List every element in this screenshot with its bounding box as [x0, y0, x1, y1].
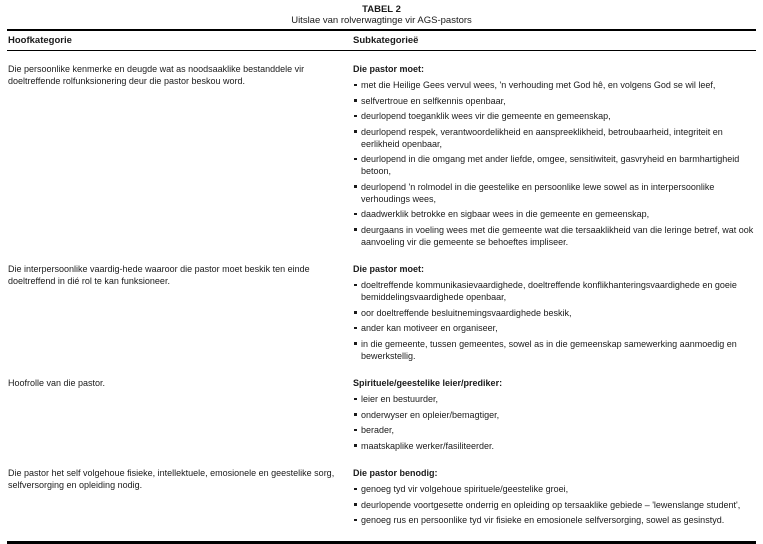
bullet-list — [353, 393, 755, 452]
bullet-list — [353, 79, 755, 248]
bullet-item: deurlopende voortgesette onderrig en opleiding op tersaaklike gebiede – 'lewenslange student', — [353, 499, 755, 511]
bottom-rule — [7, 541, 756, 544]
subcategory-heading: Die pastor moet: — [353, 64, 425, 74]
column-header-subkategoriee: Subkategorieë — [353, 35, 419, 46]
bullet-item: met die Heilige Gees vervul wees, 'n verhouding met God hê, en volgens God se wil leef, — [353, 79, 755, 91]
bullet-item: selfvertroue en selfkennis openbaar, — [353, 95, 755, 107]
bullet-item: in die gemeente, tussen gemeentes, sowel as in die gemeenskap samewerking aanmoedig en bewerkstellig. — [353, 338, 755, 362]
table-row — [7, 51, 756, 251]
subkategorie-cell — [353, 263, 755, 365]
bullet-item: ander kan motiveer en organiseer, — [353, 322, 755, 334]
bullet-item: deurgaans in voeling wees met die gemeente wat die tersaaklikheid van die leringe betref, wat ook aanvoeling vir die gemeente se behoeftes impliseer. — [353, 224, 755, 248]
table-row — [7, 365, 756, 455]
hoofkategorie-cell: Die pastor het self volgehoue fisieke, intellektuele, emosionele en geestelike sorg, selfversorging en opleiding nodig. — [8, 468, 335, 490]
table-subtitle: Uitslae van rolverwagtinge vir AGS-pastors — [291, 15, 472, 26]
bullet-item: genoeg rus en persoonlike tyd vir fisieke en emosionele selfversorging, sowel as gesinstyd. — [353, 514, 755, 526]
bullet-item: oor doeltreffende besluitnemingsvaardighede beskik, — [353, 307, 755, 319]
bullet-item: doeltreffende kommunikasievaardighede, doeltreffende konflikhanteringsvaardighede en goeie bemiddelingsvaardighede openbaar, — [353, 279, 755, 303]
subcategory-heading: Die pastor benodig: — [353, 468, 438, 478]
bullet-item: deurlopend toeganklik wees vir die gemeente en gemeenskap, — [353, 110, 755, 122]
bullet-list — [353, 483, 755, 526]
bullet-item: berader, — [353, 424, 755, 436]
column-header-hoofkategorie: Hoofkategorie — [8, 35, 72, 46]
bullet-item: maatskaplike werker/fasiliteerder. — [353, 440, 755, 452]
hoofkategorie-cell: Hoofrolle van die pastor. — [8, 378, 106, 388]
hoofkategorie-cell: Die persoonlike kenmerke en deugde wat as noodsaaklike bestanddele vir doeltreffende rolfunksionering deur die pastor beskou word. — [8, 64, 305, 86]
bullet-item: deurlopend 'n rolmodel in die geestelike en persoonlike lewe sowel as in interpersoonlike verhoudings wees, — [353, 181, 755, 205]
table-row — [7, 251, 756, 365]
bullet-list — [353, 279, 755, 362]
bullet-item: daadwerklik betrokke en sigbaar wees in die gemeente en gemeenskap, — [353, 208, 755, 220]
hoofkategorie-cell: Die interpersoonlike vaardig-hede waaroor die pastor moet beskik ten einde doeltreffend in dié rol te kan funksioneer. — [8, 264, 310, 286]
bullet-item: genoeg tyd vir volgehoue spirituele/geestelike groei, — [353, 483, 755, 495]
bullet-item: deurlopend respek, verantwoordelikheid en aanspreeklikheid, betroubaarheid, integriteit en eerlikheid openbaar, — [353, 126, 755, 150]
subkategorie-cell — [353, 467, 755, 530]
bullet-item: deurlopend in die omgang met ander liefde, omgee, sensitiwiteit, gasvryheid en barmhartigheid betoon, — [353, 153, 755, 177]
subkategorie-cell — [353, 377, 755, 455]
subkategorie-cell — [353, 63, 755, 251]
bullet-item: onderwyser en opleier/bemagtiger, — [353, 409, 755, 421]
subcategory-heading: Spirituele/geestelike leier/prediker: — [353, 378, 503, 388]
bullet-item: leier en bestuurder, — [353, 393, 755, 405]
table-title: TABEL 2 — [362, 4, 401, 15]
table-header-row — [7, 31, 756, 50]
table-body — [7, 51, 756, 530]
table-row — [7, 455, 756, 530]
subcategory-heading: Die pastor moet: — [353, 264, 425, 274]
